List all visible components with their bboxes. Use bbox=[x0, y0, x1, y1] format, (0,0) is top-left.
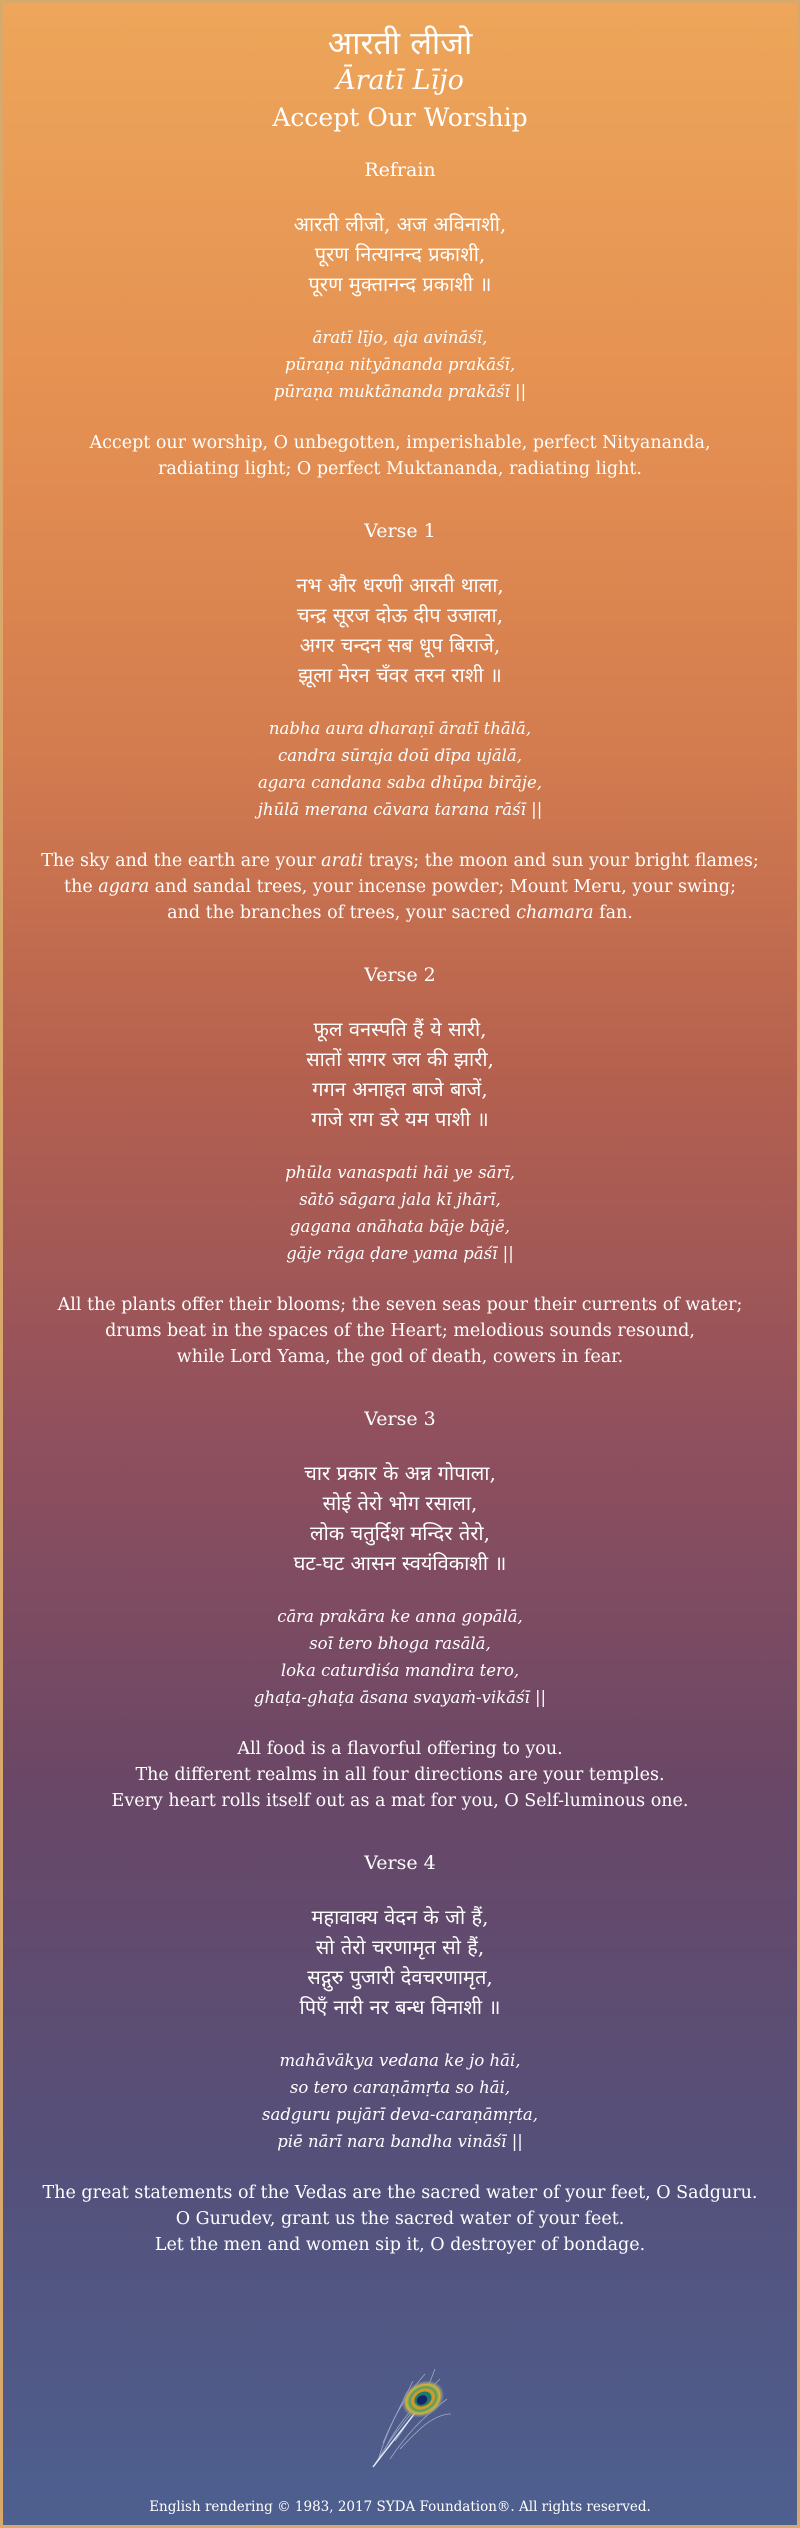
transliteration-stanza-line: so tero caraṇāmṛta so hāi, bbox=[289, 2078, 511, 2097]
title-english: Accept Our Worship bbox=[272, 103, 528, 132]
english-translation-line: radiating light; O perfect Muktananda, radiating light. bbox=[158, 459, 642, 479]
hindi-stanza bbox=[3, 1014, 797, 1134]
title-hindi: आरती लीजो bbox=[327, 24, 473, 62]
hindi-stanza-line: झूला मेरन चँवर तरन राशी ॥ bbox=[298, 663, 502, 687]
english-translation bbox=[3, 2180, 797, 2258]
title-transliteration: Āratī Līјo bbox=[336, 65, 464, 96]
transliteration-stanza-line: soī tero bhoga rasālā, bbox=[309, 1634, 491, 1653]
hindi-stanza-line: गगन अनाहत बाजे बाजें, bbox=[312, 1077, 488, 1101]
hindi-stanza-line: पूरण नित्यानन्द प्रकाशी, bbox=[314, 242, 486, 266]
transliteration-stanza-line: gagana anāhata bāje bājē, bbox=[289, 1217, 511, 1236]
hindi-stanza-line: फूल वनस्पति हैं ये सारी, bbox=[313, 1017, 487, 1041]
transliteration-stanza bbox=[3, 2047, 797, 2155]
english-translation-line: All the plants offer their blooms; the seven seas pour their currents of water; bbox=[57, 1295, 743, 1315]
english-translation-line: The sky and the earth are your arati trays; the moon and sun your bright flames; bbox=[41, 851, 759, 871]
transliteration-stanza-line: cāra prakāra ke anna gopālā, bbox=[277, 1607, 523, 1626]
hindi-stanza-line: अगर चन्दन सब धूप बिराजे, bbox=[299, 633, 501, 657]
english-translation-line: O Gurudev, grant us the sacred water of your feet. bbox=[175, 2209, 625, 2229]
transliteration-stanza-line: agara candana saba dhūpa birāje, bbox=[257, 773, 543, 792]
hindi-stanza-line: लोक चतुर्दिश मन्दिर तेरो, bbox=[310, 1521, 490, 1545]
section-label: Verse 4 bbox=[364, 1852, 436, 1874]
english-translation-line: Every heart rolls itself out as a mat for you, O Self-luminous one. bbox=[111, 1791, 689, 1811]
transliteration-stanza-line: pūraṇa nityānanda prakāśī, bbox=[284, 355, 516, 374]
transliteration-stanza-line: loka caturdiśa mandira tero, bbox=[280, 1661, 520, 1680]
transliteration-stanza-line: pūraṇa muktānanda prakāśī || bbox=[273, 382, 527, 401]
transliteration-stanza-line: sadguru pujārī deva-caraṇāmṛta, bbox=[262, 2105, 538, 2124]
hindi-stanza-line: नभ और धरणी आरती थाला, bbox=[296, 573, 504, 597]
header bbox=[3, 3, 797, 137]
transliteration-stanza bbox=[3, 1159, 797, 1267]
hindi-stanza bbox=[3, 1458, 797, 1578]
english-translation-line: Accept our worship, O unbegotten, imperishable, perfect Nityananda, bbox=[89, 433, 711, 453]
english-translation-line: The great statements of the Vedas are the sacred water of your feet, O Sadguru. bbox=[42, 2183, 758, 2203]
section-verse-3 bbox=[3, 1406, 797, 1814]
english-translation bbox=[3, 848, 797, 926]
hindi-stanza-line: चन्द्र सूरज दोऊ दीप उजाला, bbox=[296, 603, 504, 627]
section-verse-1 bbox=[3, 518, 797, 926]
hindi-stanza-line: गाजे राग डरे यम पाशी ॥ bbox=[311, 1107, 489, 1131]
transliteration-stanza-line: sātō sāgara jala kī jhārī, bbox=[299, 1190, 501, 1209]
copyright-text: English rendering © 1983, 2017 SYDA Foundation®. All rights reserved. bbox=[149, 2499, 651, 2515]
transliteration-stanza-line: phūla vanaspati hāi ye sārī, bbox=[285, 1163, 515, 1182]
english-translation-line: All food is a flavorful offering to you. bbox=[237, 1739, 563, 1759]
section-label: Verse 3 bbox=[364, 1408, 436, 1430]
english-translation-line: drums beat in the spaces of the Heart; melodious sounds resound, bbox=[105, 1321, 695, 1341]
hindi-stanza-line: सद्गुरु पुजारी देवचरणामृत, bbox=[307, 1965, 493, 1989]
peacock-feather-icon bbox=[365, 2359, 455, 2469]
hindi-stanza-line: आरती लीजो, अज अविनाशी, bbox=[293, 212, 507, 236]
english-translation-line: The different realms in all four directions are your temples. bbox=[135, 1765, 665, 1785]
section-verse-2 bbox=[3, 962, 797, 1370]
transliteration-stanza-line: piē nārī nara bandha vināśī || bbox=[277, 2132, 523, 2151]
english-translation bbox=[3, 430, 797, 482]
section-label: Verse 1 bbox=[364, 520, 436, 542]
transliteration-stanza bbox=[3, 1603, 797, 1711]
section-verse-4 bbox=[3, 1850, 797, 2258]
hindi-stanza-line: सो तेरो चरणामृत सो हैं, bbox=[315, 1935, 485, 1959]
hindi-stanza-line: पूरण मुक्तानन्द प्रकाशी ॥ bbox=[308, 272, 492, 296]
hindi-stanza-line: घट-घट आसन स्वयंविकाशी ॥ bbox=[293, 1551, 507, 1575]
hindi-stanza-line: सोई तेरो भोग रसाला, bbox=[322, 1491, 478, 1515]
hindi-stanza bbox=[3, 1902, 797, 2022]
english-translation bbox=[3, 1736, 797, 1814]
transliteration-stanza-line: ghaṭa-ghaṭa āsana svayaṁ-vikāśī || bbox=[253, 1688, 547, 1707]
transliteration-stanza bbox=[3, 324, 797, 405]
english-translation-line: Let the men and women sip it, O destroyer of bondage. bbox=[154, 2235, 646, 2255]
transliteration-stanza-line: āratī lījo, aja avināśī, bbox=[312, 328, 488, 347]
transliteration-stanza bbox=[3, 715, 797, 823]
hindi-stanza-line: पिएँ नारी नर बन्ध विनाशी ॥ bbox=[299, 1995, 501, 2019]
transliteration-stanza-line: mahāvākya vedana ke jo hāi, bbox=[279, 2051, 521, 2070]
hindi-stanza bbox=[3, 209, 797, 299]
hindi-stanza bbox=[3, 570, 797, 690]
section-refrain bbox=[3, 157, 797, 482]
english-translation-line: and the branches of trees, your sacred chamara fan. bbox=[167, 903, 633, 923]
transliteration-stanza-line: candra sūraja doū dīpa ujālā, bbox=[277, 746, 523, 765]
transliteration-stanza-line: gāje rāga ḍare yama pāśī || bbox=[286, 1244, 514, 1263]
english-translation bbox=[3, 1292, 797, 1370]
section-label: Verse 2 bbox=[364, 964, 436, 986]
hindi-stanza-line: चार प्रकार के अन्न गोपाला, bbox=[304, 1461, 496, 1485]
sections bbox=[3, 157, 797, 2258]
english-translation-line: while Lord Yama, the god of death, cowers in fear. bbox=[176, 1347, 624, 1367]
transliteration-stanza-line: jhūlā merana cāvara tarana rāśī || bbox=[257, 800, 543, 819]
hindi-stanza-line: महावाक्य वेदन के जो हैं, bbox=[311, 1905, 489, 1929]
transliteration-stanza-line: nabha aura dharaṇī āratī thālā, bbox=[268, 719, 532, 738]
section-label: Refrain bbox=[364, 159, 436, 181]
hindi-stanza-line: सातों सागर जल की झारी, bbox=[306, 1047, 494, 1071]
english-translation-line: the agara and sandal trees, your incense powder; Mount Meru, your swing; bbox=[64, 877, 736, 897]
